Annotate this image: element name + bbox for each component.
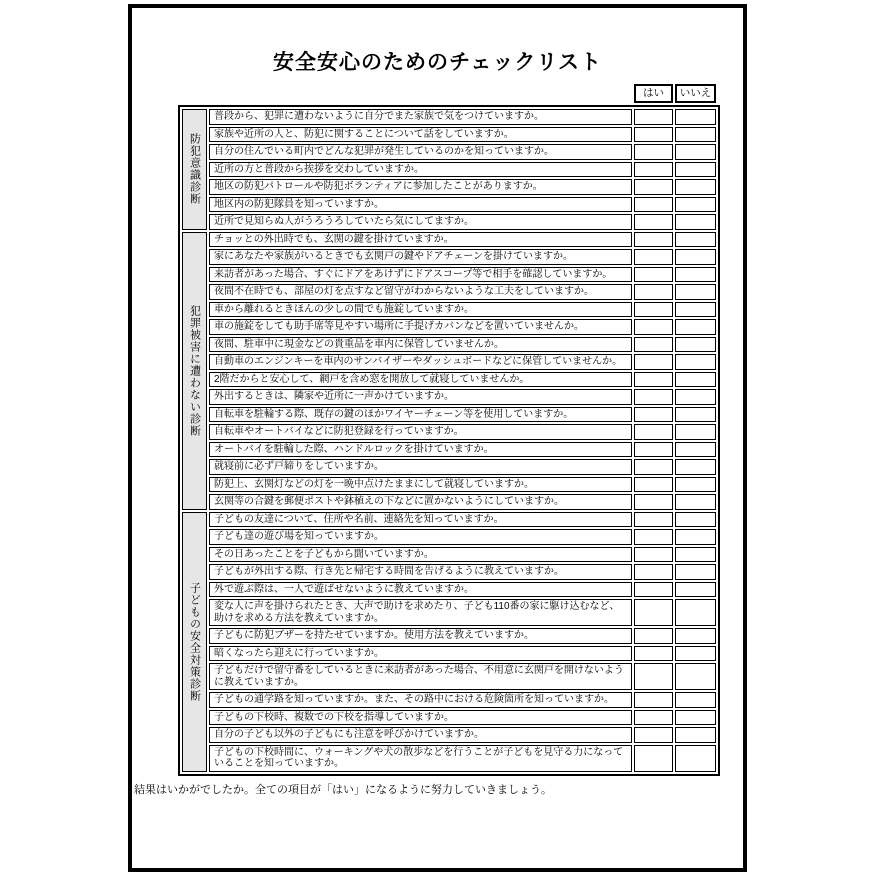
question-cell: 子どもが外出する際、行き先と帰宅する時間を告げるように教えていますか。 [209,564,632,580]
question-cell: 夜間、駐車中に現金などの貴重品を車内に保管していませんか。 [209,337,632,353]
yes-checkbox-cell[interactable] [634,302,673,318]
no-checkbox-cell[interactable] [675,407,716,423]
checklist-row [182,628,716,644]
yes-checkbox-cell[interactable] [634,267,673,283]
yes-checkbox-cell[interactable] [634,319,673,335]
no-checkbox-cell[interactable] [675,372,716,388]
yes-checkbox-cell[interactable] [634,663,673,690]
question-cell: 近所の方と普段から挨拶を交わしていますか。 [209,162,632,178]
no-checkbox-cell[interactable] [675,319,716,335]
header-spacer-question [209,84,632,103]
no-checkbox-cell[interactable] [675,302,716,318]
yes-checkbox-cell[interactable] [634,424,673,440]
question-cell: 自分の住んでいる町内でどんな犯罪が発生しているのかを知っていますか。 [209,144,632,160]
no-checkbox-cell[interactable] [675,267,716,283]
checklist-table [180,107,718,774]
question-cell: 子どもの通学路を知っていますか。また、その路中における危険箇所を知っていますか。 [209,692,632,708]
page-title: 安全安心のためのチェックリスト [273,51,602,74]
no-checkbox-cell[interactable] [675,512,716,528]
checklist-row [182,424,716,440]
section-label: 防犯意識診断 [182,109,207,230]
no-checkbox-cell[interactable] [675,127,716,143]
no-column-header: いいえ [675,84,716,103]
footer-note: 結果はいかがでしたか。全ての項目が「はい」になるように努力していきましょう。 [134,783,552,796]
no-checkbox-cell[interactable] [675,214,716,230]
yes-checkbox-cell[interactable] [634,372,673,388]
checklist-row [182,564,716,580]
no-checkbox-cell[interactable] [675,663,716,690]
question-cell: 子どもの下校時間に、ウォーキングや犬の散歩などを行うことが子どもを見守る力になっていることを知っていますか。 [209,745,632,772]
yes-checkbox-cell[interactable] [634,710,673,726]
checklist-row [182,197,716,213]
question-cell: 子どもの友達について、住所や名前、連絡先を知っていますか。 [209,512,632,528]
no-checkbox-cell[interactable] [675,727,716,743]
question-cell: その日あったことを子どもから聞いていますか。 [209,547,632,563]
yes-checkbox-cell[interactable] [634,337,673,353]
no-checkbox-cell[interactable] [675,628,716,644]
question-cell: 就寝前に必ず戸締りをしていますか。 [209,459,632,475]
no-checkbox-cell[interactable] [675,424,716,440]
yes-checkbox-cell[interactable] [634,745,673,772]
question-cell: 夜間不在時でも、部屋の灯を点すなど留守がわからないような工夫をしていますか。 [209,284,632,300]
yes-checkbox-cell[interactable] [634,127,673,143]
question-cell: 暗くなったら迎えに行っていますか。 [209,646,632,662]
yes-checkbox-cell[interactable] [634,442,673,458]
question-cell: 2階だからと安心して、網戸を含め窓を開放して就寝していませんか。 [209,372,632,388]
no-checkbox-cell[interactable] [675,144,716,160]
yes-checkbox-cell[interactable] [634,547,673,563]
no-checkbox-cell[interactable] [675,692,716,708]
no-checkbox-cell[interactable] [675,477,716,493]
answer-header-row [182,84,716,103]
checklist-row [182,162,716,178]
checklist-row [182,442,716,458]
yes-checkbox-cell[interactable] [634,582,673,598]
yes-checkbox-cell[interactable] [634,628,673,644]
yes-checkbox-cell[interactable] [634,477,673,493]
question-cell: 外出するときは、隣家や近所に一声かけていますか。 [209,389,632,405]
question-cell: 玄関等の合鍵を郵便ポストや鉢植えの下などに置かないようにしていますか。 [209,494,632,510]
yes-checkbox-cell[interactable] [634,564,673,580]
question-cell: 子どもだけで留守番をしているときに来訪者があった場合、不用意に玄関戸を開けないように教えていますか。 [209,663,632,690]
yes-checkbox-cell[interactable] [634,214,673,230]
question-cell: 地区の防犯パトロールや防犯ボランティアに参加したことがありますか。 [209,179,632,195]
no-checkbox-cell[interactable] [675,109,716,125]
no-checkbox-cell[interactable] [675,232,716,248]
no-checkbox-cell[interactable] [675,564,716,580]
yes-checkbox-cell[interactable] [634,512,673,528]
checklist-row [182,267,716,283]
no-checkbox-cell[interactable] [675,284,716,300]
question-cell: 変な人に声を掛けられたとき、大声で助けを求めたり、子ども110番の家に駆け込むなど、助けを求める方法を教えていますか。 [209,599,632,626]
yes-checkbox-cell[interactable] [634,407,673,423]
question-cell: 近所で見知らぬ人がうろうろしていたら気にしてますか。 [209,214,632,230]
section-label: 犯罪被害に遭わない診断 [182,232,207,510]
checklist-row [182,319,716,335]
checklist-row [182,727,716,743]
checklist-row [182,477,716,493]
yes-checkbox-cell[interactable] [634,354,673,370]
question-cell: 子ども達の遊び場を知っていますか。 [209,529,632,545]
no-checkbox-cell[interactable] [675,599,716,626]
yes-checkbox-cell[interactable] [634,162,673,178]
question-cell: チョッとの外出時でも、玄関の鍵を掛けていますか。 [209,232,632,248]
question-cell: 車から離れるときほんの少しの間でも施錠していますか。 [209,302,632,318]
checklist-row [182,389,716,405]
checklist-row [182,232,716,248]
no-checkbox-cell[interactable] [675,442,716,458]
yes-column-header: はい [634,84,673,103]
question-cell: 子どもに防犯ブザーを持たせていますか。使用方法を教えていますか。 [209,628,632,644]
checklist-row [182,494,716,510]
no-checkbox-cell[interactable] [675,389,716,405]
no-checkbox-cell[interactable] [675,547,716,563]
yes-checkbox-cell[interactable] [634,109,673,125]
question-cell: 自動車のエンジンキーを車内のサンバイザーやダッシュボードなどに保管していませんか。 [209,354,632,370]
checklist-row [182,529,716,545]
yes-checkbox-cell[interactable] [634,727,673,743]
no-checkbox-cell[interactable] [675,162,716,178]
no-checkbox-cell[interactable] [675,249,716,265]
checklist-row [182,249,716,265]
section-label: 子どもの安全対策診断 [182,512,207,772]
checklist-row [182,512,716,528]
question-cell: 普段から、犯罪に遭わないように自分でまた家族で気をつけていますか。 [209,109,632,125]
yes-checkbox-cell[interactable] [634,284,673,300]
checklist-row [182,354,716,370]
checklist-row [182,407,716,423]
yes-checkbox-cell[interactable] [634,179,673,195]
yes-checkbox-cell[interactable] [634,232,673,248]
question-cell: 来訪者があった場合、すぐにドアをあけずにドアスコープ等で相手を確認していますか。 [209,267,632,283]
question-cell: 防犯上、玄関灯などの灯を一晩中点けたままにして就寝していますか。 [209,477,632,493]
checklist-row [182,372,716,388]
question-cell: 地区内の防犯隊員を知っていますか。 [209,197,632,213]
checklist-row [182,663,716,690]
no-checkbox-cell[interactable] [675,197,716,213]
no-checkbox-cell[interactable] [675,710,716,726]
checklist-row [182,127,716,143]
question-cell: 車の施錠をしても助手席等見やすい場所に手提げカバンなどを置いていませんか。 [209,319,632,335]
yes-checkbox-cell[interactable] [634,692,673,708]
checklist-row [182,302,716,318]
checklist-row [182,459,716,475]
no-checkbox-cell[interactable] [675,494,716,510]
yes-checkbox-cell[interactable] [634,144,673,160]
checklist-row [182,284,716,300]
yes-checkbox-cell[interactable] [634,249,673,265]
question-cell: 自転車やオートバイなどに防犯登録を行っていますか。 [209,424,632,440]
checklist-row [182,745,716,772]
yes-checkbox-cell[interactable] [634,389,673,405]
checklist-row [182,337,716,353]
checklist-row [182,547,716,563]
no-checkbox-cell[interactable] [675,459,716,475]
checklist-table-border [178,105,720,776]
checklist-row [182,144,716,160]
yes-checkbox-cell[interactable] [634,646,673,662]
document-page [128,4,747,872]
no-checkbox-cell[interactable] [675,337,716,353]
no-checkbox-cell[interactable] [675,582,716,598]
question-cell: 家にあなたや家族がいるときでも玄関戸の鍵やドアチェーンを掛けていますか。 [209,249,632,265]
checklist-row [182,214,716,230]
checklist-row [182,692,716,708]
question-cell: 外で遊ぶ際は、一人で遊ばせないように教えていますか。 [209,582,632,598]
answer-header-table [180,82,718,105]
no-checkbox-cell[interactable] [675,646,716,662]
no-checkbox-cell[interactable] [675,745,716,772]
no-checkbox-cell[interactable] [675,354,716,370]
checklist-body [182,109,716,772]
checklist-row [182,179,716,195]
yes-checkbox-cell[interactable] [634,197,673,213]
checklist-row [182,646,716,662]
header-spacer-label [182,84,207,103]
yes-checkbox-cell[interactable] [634,459,673,475]
checklist-row [182,582,716,598]
yes-checkbox-cell[interactable] [634,599,673,626]
checklist-row [182,109,716,125]
no-checkbox-cell[interactable] [675,529,716,545]
question-cell: 子どもの下校時、複数での下校を指導していますか。 [209,710,632,726]
yes-checkbox-cell[interactable] [634,494,673,510]
checklist-row [182,710,716,726]
question-cell: 家族や近所の人と、防犯に関することについて話をしていますか。 [209,127,632,143]
yes-checkbox-cell[interactable] [634,529,673,545]
question-cell: 自分の子ども以外の子どもにも注意を呼びかけていますか。 [209,727,632,743]
question-cell: オートバイを駐輪した際、ハンドルロックを掛けていますか。 [209,442,632,458]
no-checkbox-cell[interactable] [675,179,716,195]
question-cell: 自転車を駐輪する際、既存の鍵のほかワイヤーチェーン等を使用していますか。 [209,407,632,423]
checklist-table-area [178,82,743,781]
checklist-row [182,599,716,626]
